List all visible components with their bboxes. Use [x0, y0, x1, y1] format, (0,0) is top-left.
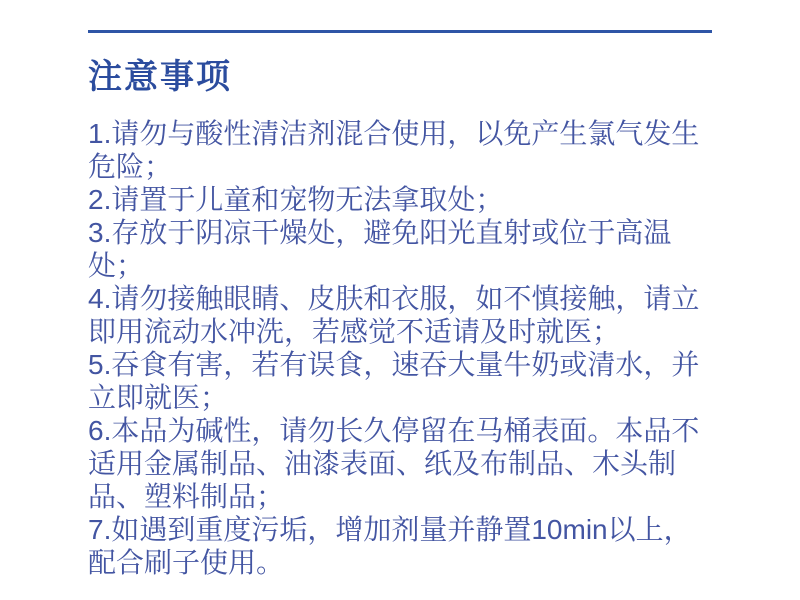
notice-item-6: 6.本品为碱性，请勿长久停留在马桶表面。本品不适用金属制品、油漆表面、纸及布制品、木头制品、塑料制品；: [88, 415, 700, 512]
notice-list: [88, 117, 714, 579]
notice-item-5: 5.吞食有害，若有误食，速吞大量牛奶或清水，并立即就医；: [88, 349, 700, 413]
divider-line: [88, 30, 712, 33]
notice-item-7: 7.如遇到重度污垢，增加剂量并静置10min以上，配合刷子使用。: [88, 514, 692, 578]
notice-item-2: 2.请置于儿童和宠物无法拿取处；: [88, 184, 504, 215]
notice-item-4: 4.请勿接触眼睛、皮肤和衣服，如不慎接触，请立即用流动水冲洗，若感觉不适请及时就医；: [88, 283, 700, 347]
notice-item-1: 1.请勿与酸性清洁剂混合使用，以免产生氯气发生危险；: [88, 118, 700, 182]
section-title: 注意事项: [88, 58, 232, 96]
notice-item-3: 3.存放于阴凉干燥处，避免阳光直射或位于高温处；: [88, 217, 672, 281]
